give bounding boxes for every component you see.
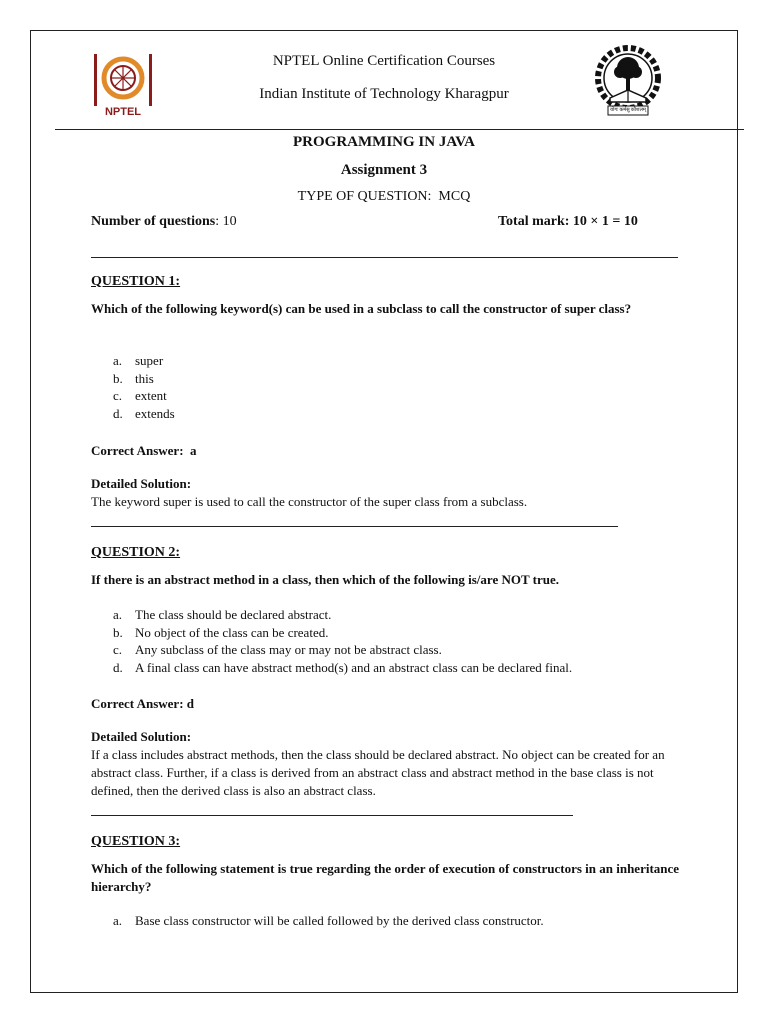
question-1-text: Which of the following keyword(s) can be used in a subclass to call the constructor of super class? (91, 301, 632, 316)
meta-divider (91, 257, 678, 258)
question-2-divider (91, 815, 573, 816)
question-1-solution: The keyword super is used to call the constructor of the super class from a subclass. (91, 494, 528, 509)
option-letter: a. (113, 607, 123, 622)
question-2-answer: Correct Answer: d (91, 696, 195, 711)
num-questions-label: Number of questions (91, 214, 216, 229)
number-of-questions (91, 214, 237, 230)
option-text: extent (135, 388, 167, 403)
option-letter: a. (113, 913, 123, 928)
option-a (113, 912, 693, 930)
question-2-heading: QUESTION 2: (91, 545, 181, 560)
option-a (113, 352, 673, 370)
total-mark: Total mark: 10 × 1 = 10 (498, 214, 638, 229)
option-text: super (135, 353, 164, 368)
option-text: The class should be declared abstract. (135, 607, 332, 622)
option-b (113, 624, 693, 642)
option-text: No object of the class can be created. (135, 624, 329, 640)
option-b (113, 370, 673, 388)
option-text: Any subclass of the class may or may not be abstract class. (135, 642, 442, 657)
course-title: PROGRAMMING IN JAVA (293, 134, 475, 150)
option-letter: c. (113, 642, 123, 657)
iit-logo-motto: योगः कर्मसु कौशलम् (610, 108, 646, 113)
option-text: A final class can have abstract method(s) and an abstract class can be declared final. (135, 659, 573, 675)
question-3-text: Which of the following statement is true regarding the order of execution of constructors in an inheritance hierarchy? (91, 861, 680, 894)
question-2-solution-label: Detailed Solution: (91, 729, 192, 744)
question-1-solution-label: Detailed Solution: (91, 476, 192, 491)
option-letter: c. (113, 388, 123, 403)
option-letter: d. (113, 659, 123, 675)
header-line-1: NPTEL Online Certification Courses (272, 53, 496, 69)
question-type: TYPE OF QUESTION: MCQ (297, 189, 471, 204)
option-d (113, 405, 673, 423)
option-text: Base class constructor will be called followed by the derived class constructor. (135, 913, 544, 928)
option-letter: b. (113, 624, 123, 640)
header-divider (55, 129, 744, 130)
question-1-options (113, 352, 673, 422)
option-text: this (135, 370, 154, 386)
assignment-title: Assignment 3 (340, 162, 428, 178)
num-questions-value: : 10 (215, 214, 237, 229)
option-text: extends (135, 405, 175, 421)
option-d (113, 659, 693, 677)
question-2-solution: If a class includes abstract methods, then the class should be declared abstract. No object can be created for an abstract class. Further, if a class is derived from an abstract class and abstract method in the base class is not defined, then the derived class is also an abstract class. (91, 747, 665, 798)
header-line-2: Indian Institute of Technology Kharagpur (259, 86, 509, 102)
iit-kharagpur-logo (592, 42, 664, 122)
question-2-text: If there is an abstract method in a class, then which of the following is/are NOT true. (91, 572, 559, 587)
question-2-options (113, 606, 693, 676)
question-1-heading: QUESTION 1: (91, 274, 181, 289)
nptel-logo-label: NPTEL (104, 106, 142, 118)
option-letter: b. (113, 370, 123, 386)
question-1-answer: Correct Answer: a (91, 443, 197, 458)
question-3-heading: QUESTION 3: (91, 834, 181, 849)
option-a (113, 606, 693, 624)
nptel-logo (90, 50, 156, 122)
option-c (113, 387, 673, 405)
question-1-divider (91, 526, 618, 527)
option-c (113, 641, 693, 659)
question-3-options (113, 912, 693, 930)
option-letter: d. (113, 405, 123, 421)
option-letter: a. (113, 353, 123, 368)
